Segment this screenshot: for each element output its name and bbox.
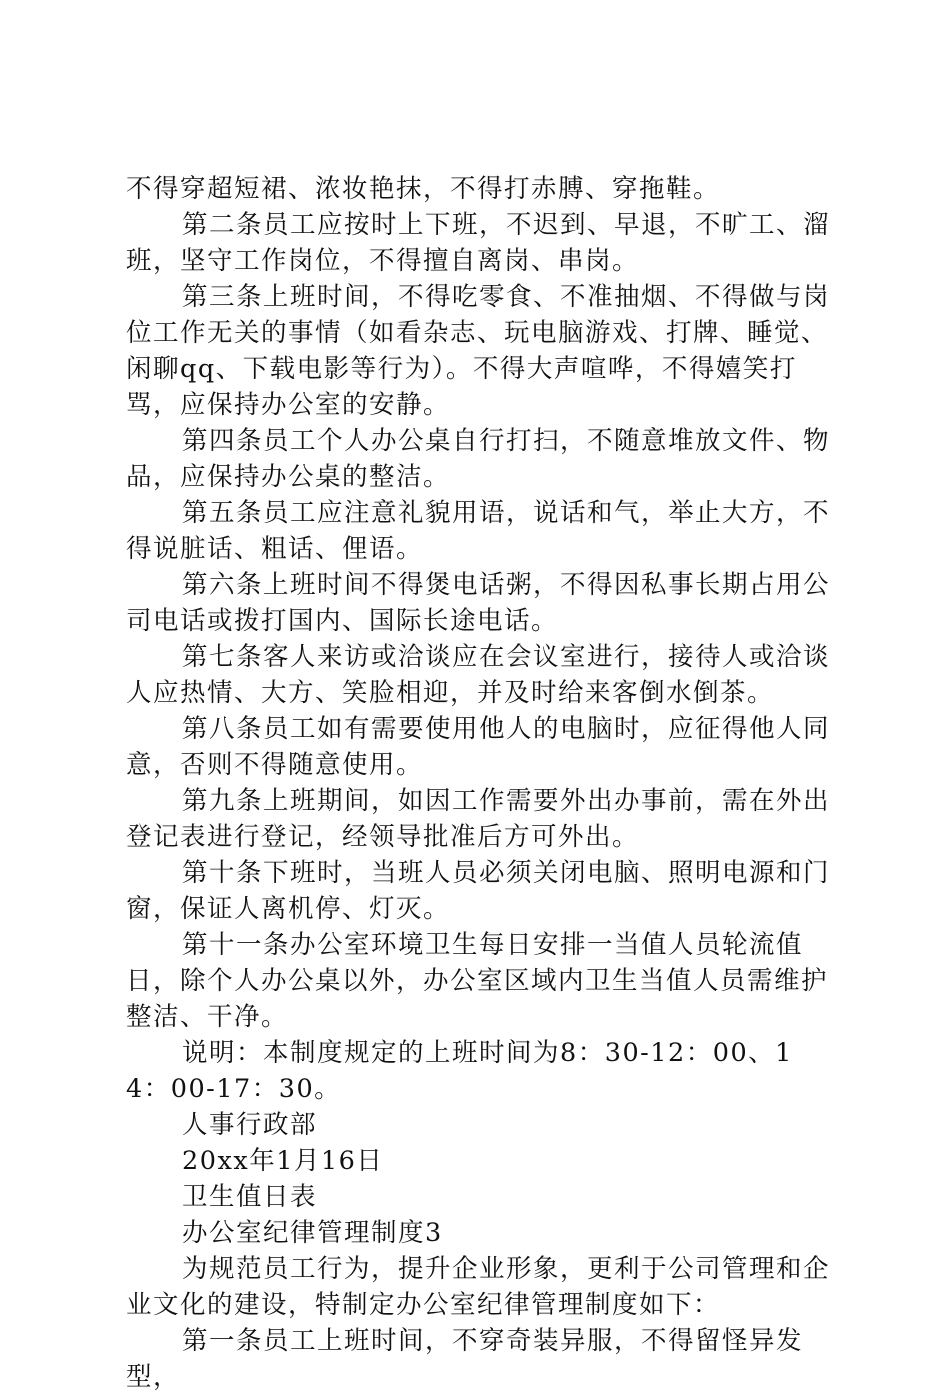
section-heading-duty-roster: 卫生值日表	[182, 1182, 318, 1212]
paragraph-article-7: 第七条客人来访或洽谈应在会议室进行，接待人或洽谈人应热情、大方、笑脸相迎，并及时给来客倒水倒茶。	[126, 642, 831, 708]
paragraph-article-9: 第九条上班期间，如因工作需要外出办事前，需在外出登记表进行登记，经领导批准后方可外出。	[126, 786, 831, 852]
paragraph-article-3: 第三条上班时间，不得吃零食、不准抽烟、不得做与岗位工作无关的事情（如看杂志、玩电脑游戏、打牌、睡觉、闲聊qq、下载电影等行为）。不得大声喧哗，不得嬉笑打骂，应保持办公室的安静。	[126, 282, 831, 420]
signature-date: 20xx年1月16日	[182, 1146, 384, 1176]
paragraph-article-4: 第四条员工个人办公桌自行打扫，不随意堆放文件、物品，应保持办公桌的整洁。	[126, 426, 831, 492]
document-body	[126, 171, 836, 1395]
paragraph-continuation: 不得穿超短裙、浓妆艳抹，不得打赤膊、穿拖鞋。	[126, 174, 721, 204]
paragraph-article-2: 第二条员工应按时上下班，不迟到、早退，不旷工、溜班，坚守工作岗位，不得擅自离岗、串岗。	[126, 210, 831, 276]
paragraph-note: 说明：本制度规定的上班时间为8：30-12：00、14：00-17：30。	[126, 1038, 793, 1104]
paragraph-article-8: 第八条员工如有需要使用他人的电脑时，应征得他人同意，否则不得随意使用。	[126, 714, 831, 780]
paragraph-article-1: 第一条员工上班时间，不穿奇装异服，不得留怪异发型，	[126, 1326, 804, 1392]
paragraph-article-6: 第六条上班时间不得煲电话粥，不得因私事长期占用公司电话或拨打国内、国际长途电话。	[126, 570, 831, 636]
paragraph-article-10: 第十条下班时，当班人员必须关闭电脑、照明电源和门窗，保证人离机停、灯灭。	[126, 858, 831, 924]
signature-department: 人事行政部	[182, 1110, 318, 1140]
paragraph-intro: 为规范员工行为，提升企业形象，更利于公司管理和企业文化的建设，特制定办公室纪律管理制度如下：	[126, 1254, 831, 1320]
paragraph-article-5: 第五条员工应注意礼貌用语，说话和气，举止大方，不得说脏话、粗话、俚语。	[126, 498, 831, 564]
paragraph-article-11: 第十一条办公室环境卫生每日安排一当值人员轮流值日，除个人办公桌以外，办公室区域内卫生当值人员需维护整洁、干净。	[126, 930, 829, 1032]
section-heading-discipline-3: 办公室纪律管理制度3	[182, 1218, 443, 1248]
